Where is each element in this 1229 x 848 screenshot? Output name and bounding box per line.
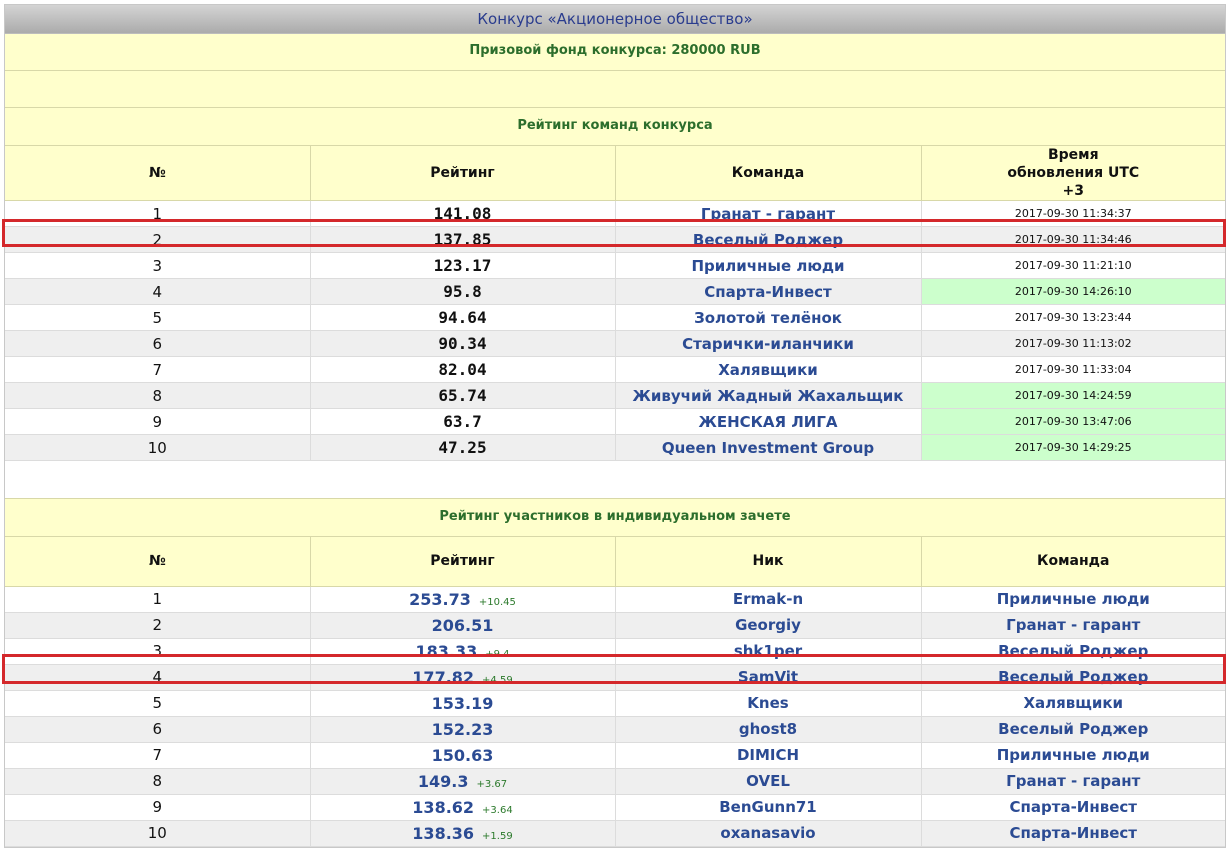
rank-cell: 5 [5,690,310,716]
update-time-cell: 2017-09-30 14:26:10 [921,279,1225,305]
team-link[interactable]: Веселый Роджер [998,642,1149,660]
update-time-cell: 2017-09-30 13:23:44 [921,305,1225,331]
player-row [5,716,1225,742]
team-link[interactable]: Веселый Роджер [692,230,844,249]
team-cell [921,742,1225,768]
rating-cell: 123.17 [310,253,615,279]
rank-cell: 4 [5,664,310,690]
rating-cell: 82.04 [310,357,615,383]
col-header-rating: Рейтинг [310,146,615,201]
rating-value: 150.63 [431,745,494,765]
rating-value: 253.73 [409,589,471,609]
rating-cell [310,664,615,690]
team-cell [615,201,921,227]
team-link[interactable]: Халявщики [1023,694,1124,712]
team-cell [615,227,921,253]
rating-value: 206.51 [431,615,494,635]
nick-link[interactable]: DIMICH [736,746,800,764]
team-link[interactable]: Живучий Жадный Жахальщик [632,386,904,405]
rating-delta: +3.64 [482,804,513,816]
individual-table [5,537,1225,847]
rating-cell [310,638,615,664]
team-link[interactable]: Гранат - гарант [1006,772,1141,790]
update-time-cell: 2017-09-30 14:24:59 [921,383,1225,409]
nick-cell [615,716,921,742]
rating-cell: 47.25 [310,435,615,461]
update-time-cell: 2017-09-30 13:47:06 [921,409,1225,435]
team-cell [615,357,921,383]
team-link[interactable]: Халявщики [718,360,818,379]
rank-cell: 1 [5,586,310,612]
rating-cell [310,690,615,716]
nick-cell [615,664,921,690]
team-cell [921,612,1225,638]
team-cell [615,435,921,461]
team-link[interactable]: Гранат - гарант [1006,616,1141,634]
rating-cell [310,794,615,820]
team-link[interactable]: Приличные люди [996,590,1150,608]
rating-cell: 63.7 [310,409,615,435]
team-link[interactable]: ЖЕНСКАЯ ЛИГА [698,412,838,431]
team-cell [921,690,1225,716]
nick-link[interactable]: shk1per [733,642,803,660]
team-row [5,279,1225,305]
player-row [5,820,1225,846]
team-row [5,253,1225,279]
update-time-cell: 2017-09-30 11:34:37 [921,201,1225,227]
rating-cell [310,716,615,742]
team-cell [921,586,1225,612]
rank-cell: 6 [5,331,310,357]
team-link[interactable]: Старички-иланчики [682,334,854,353]
team-link[interactable]: Приличные люди [691,256,845,275]
team-cell [615,305,921,331]
individual-section-title: Рейтинг участников в индивидуальном зачете [5,499,1225,537]
rating-cell: 95.8 [310,279,615,305]
team-row [5,409,1225,435]
nick-link[interactable]: ghost8 [738,720,798,738]
rank-cell: 3 [5,253,310,279]
rating-cell: 94.64 [310,305,615,331]
spacer-row [5,71,1225,108]
teams-section-title: Рейтинг команд конкурса [5,108,1225,146]
rating-cell: 90.34 [310,331,615,357]
update-time-cell: 2017-09-30 11:33:04 [921,357,1225,383]
rank-cell: 2 [5,612,310,638]
nick-link[interactable]: SamVit [737,668,799,686]
contest-title: Конкурс «Акционерное общество» [5,5,1225,34]
player-row [5,664,1225,690]
team-cell [615,331,921,357]
nick-cell [615,612,921,638]
rating-cell: 65.74 [310,383,615,409]
rank-cell: 9 [5,409,310,435]
rating-cell [310,742,615,768]
nick-link[interactable]: BenGunn71 [719,798,817,816]
team-cell [921,794,1225,820]
update-time-cell: 2017-09-30 11:21:10 [921,253,1225,279]
contest-panel [4,4,1226,848]
team-cell [921,768,1225,794]
rank-cell: 8 [5,383,310,409]
team-link[interactable]: Золотой телёнок [694,308,842,327]
team-row [5,201,1225,227]
team-row [5,383,1225,409]
rating-delta: +10.45 [478,596,516,608]
team-row [5,227,1225,253]
col-header-rating: Рейтинг [310,537,615,586]
rank-cell: 10 [5,820,310,846]
player-row [5,690,1225,716]
rating-cell [310,820,615,846]
team-cell [615,253,921,279]
team-link[interactable]: Гранат - гарант [700,204,836,223]
teams-table [5,146,1225,461]
rating-value: 149.3 [417,771,469,791]
player-row [5,768,1225,794]
team-row [5,435,1225,461]
player-row [5,742,1225,768]
nick-link[interactable]: Knes [747,694,789,712]
team-row [5,357,1225,383]
team-link[interactable]: Веселый Роджер [998,668,1149,686]
rating-value: 183.33 [415,641,478,661]
col-header-team: Команда [615,146,921,201]
rating-value: 152.23 [431,719,494,739]
update-time-cell: 2017-09-30 14:29:25 [921,435,1225,461]
rank-cell: 9 [5,794,310,820]
nick-link[interactable]: Ermak-n [732,590,804,608]
col-header-nick: Ник [615,537,921,586]
nick-cell [615,586,921,612]
rating-delta: +4.59 [482,674,513,686]
team-link[interactable]: Спарта-Инвест [1009,824,1137,842]
rating-cell [310,612,615,638]
team-cell [921,638,1225,664]
team-cell [615,409,921,435]
nick-cell [615,768,921,794]
rating-value: 138.36 [412,823,475,843]
team-cell [615,279,921,305]
rating-cell: 141.08 [310,201,615,227]
team-link[interactable]: Спарта-Инвест [1009,798,1137,816]
team-cell [921,664,1225,690]
nick-cell [615,820,921,846]
rank-cell: 6 [5,716,310,742]
team-cell [921,716,1225,742]
team-link[interactable]: Приличные люди [996,746,1150,764]
rating-delta: +1.59 [482,830,513,842]
nick-cell [615,742,921,768]
nick-cell [615,690,921,716]
nick-link[interactable]: Georgiy [735,616,801,634]
player-row [5,638,1225,664]
nick-cell [615,794,921,820]
team-row [5,305,1225,331]
rating-cell: 137.85 [310,227,615,253]
rating-delta: +3.67 [476,778,508,790]
rank-cell: 7 [5,742,310,768]
rank-cell: 1 [5,201,310,227]
rank-cell: 10 [5,435,310,461]
prize-fund: Призовой фонд конкурса: 280000 RUB [5,34,1225,71]
rank-cell: 5 [5,305,310,331]
rating-value: 153.19 [431,693,494,713]
col-header-update-time-label: Время обновления UTC +3 [1007,147,1140,199]
team-link[interactable]: Спарта-Инвест [704,282,832,301]
rank-cell: 3 [5,638,310,664]
col-header-update-time [921,146,1225,201]
rating-cell [310,586,615,612]
rank-cell: 7 [5,357,310,383]
col-header-team: Команда [921,537,1225,586]
team-cell [921,820,1225,846]
section-gap [5,461,1225,499]
player-row [5,794,1225,820]
rank-cell: 2 [5,227,310,253]
rank-cell: 8 [5,768,310,794]
update-time-cell: 2017-09-30 11:13:02 [921,331,1225,357]
player-row [5,586,1225,612]
rating-delta: +9.4 [485,648,510,660]
rating-cell [310,768,615,794]
rank-cell: 4 [5,279,310,305]
col-header-number: № [5,146,310,201]
nick-link[interactable]: oxanasavio [720,824,816,842]
col-header-number: № [5,537,310,586]
update-time-cell: 2017-09-30 11:34:46 [921,227,1225,253]
team-link[interactable]: Queen Investment Group [661,438,875,457]
team-link[interactable]: Веселый Роджер [998,720,1149,738]
nick-cell [615,638,921,664]
rating-value: 138.62 [412,797,475,817]
rating-value: 177.82 [412,667,475,687]
nick-link[interactable]: OVEL [746,772,790,790]
player-row [5,612,1225,638]
team-cell [615,383,921,409]
team-row [5,331,1225,357]
